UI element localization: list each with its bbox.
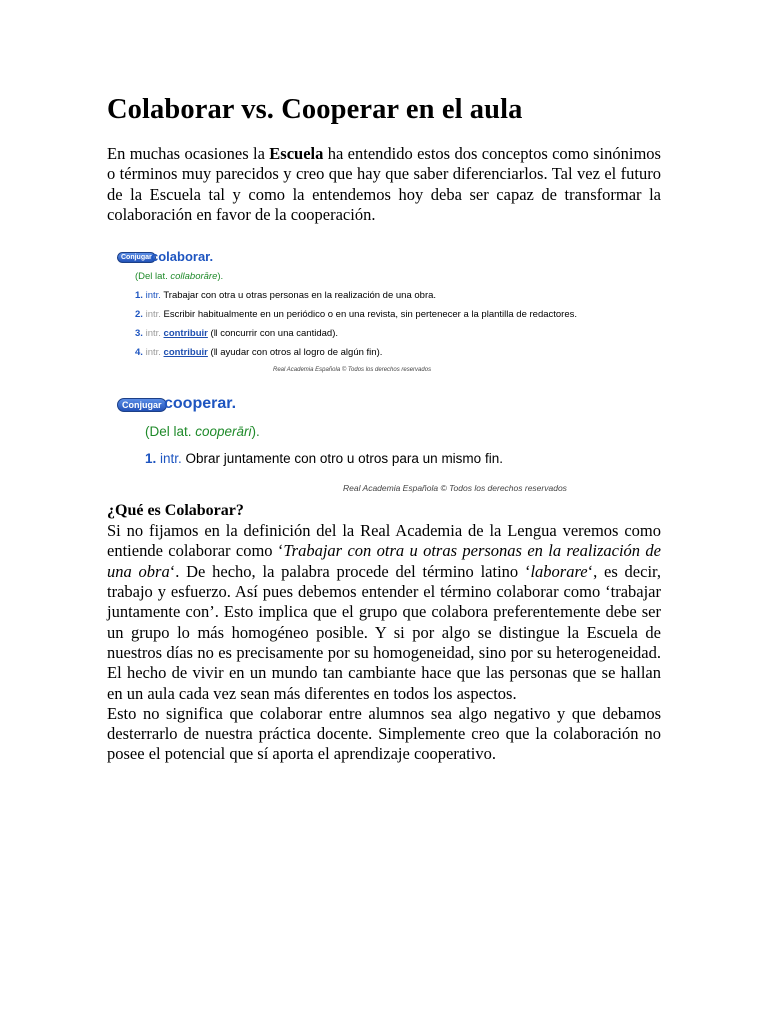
sense-number: 2.: [135, 309, 143, 321]
sense-text: Trabajar con otra u otras personas en la realización de una obra.: [160, 290, 437, 302]
paragraph-text: ‘. De hecho, la palabra procede del término latino ‘: [169, 561, 531, 581]
etym-prefix: (Del lat.: [145, 424, 196, 440]
sense-number: 3.: [135, 328, 143, 340]
rae-credit: Real Academia Española © Todos los derechos reservados: [343, 483, 567, 494]
sense-text: (‖ concurrir con una cantidad).: [207, 328, 338, 340]
sense-1: [135, 290, 436, 301]
intro-text-end: ha entendido estos dos conceptos como sinónimos o términos muy parecidos y creo que hay que saber diferenciarlos. Tal vez el futuro de la Escuela tal y como la entendemos hoy deba ser capaz de transformar la colaboración en favor de la cooperación.: [107, 144, 661, 224]
intro-bold-word: Escuela: [269, 144, 324, 163]
definition-image-colaborar: [107, 247, 607, 379]
paragraph-text: ‘, es decir, trabajo y esfuerzo. Así pues debemos entender el término colaborar como ‘trabajar juntamente con’. Esto implica que el grupo que colabora preferentemente debe ser un grupo lo más homogéneo posible. Y si por algo se distingue la Escuela de nuestros días no es precisamente por su homogeneidad, sino por su heterogeneidad. El hecho de vivir en un mundo tan cambiante hace que las personas que se hallan en un aula cada vez sean más diferentes en todos los aspectos.: [107, 561, 661, 703]
etym-suffix: ).: [217, 271, 224, 283]
rae-credit: Real Academia Española © Todos los derechos reservados: [273, 367, 432, 374]
conjugar-badge: Conjugar: [117, 252, 156, 263]
contribuir-link[interactable]: contribuir: [163, 347, 208, 359]
conjugar-badge: Conjugar: [117, 398, 167, 412]
sense-text: Escribir habitualmente en un periódico o en una revista, sin pertenecer a la plantilla de redactores.: [160, 309, 578, 321]
sense-text: (‖ ayudar con otros al logro de algún fin).: [207, 347, 383, 359]
contribuir-link[interactable]: contribuir: [163, 328, 208, 340]
sense-number: 1.: [135, 290, 143, 302]
intro-paragraph: [107, 144, 661, 225]
quoted-definition: Trabajar con otra u otras personas en la realización de una obra: [107, 541, 661, 581]
page-title: Colaborar vs. Cooperar en el aula: [107, 94, 523, 125]
document-content: [107, 90, 661, 765]
etym-word: cooperāri: [195, 424, 252, 440]
etym-prefix: (Del lat.: [135, 271, 171, 283]
headword-colaborar: colaborar.: [151, 249, 214, 265]
quoted-latin-word: laborare: [530, 561, 588, 581]
sense-4: [135, 347, 382, 358]
sense-tag: intr.: [160, 451, 182, 467]
sense-number: 4.: [135, 347, 143, 359]
sense-1: [145, 451, 503, 466]
paragraph-text: Si no fijamos en la definición del la Real Academia de la Lengua veremos como entiende colaborar como ‘: [107, 521, 661, 561]
body-paragraph-1: [107, 521, 661, 704]
body-paragraph-2: Esto no significa que colaborar entre alumnos sea algo negativo y que debamos desterrarlo de nuestra práctica docente. Simplemente creo que la colaboración no posee el potencial que sí aporta el aprendizaje cooperativo.: [107, 703, 661, 764]
sense-tag: intr.: [145, 290, 161, 302]
etymology-cooperar: [145, 424, 260, 439]
sense-3: [135, 328, 338, 339]
sense-tag: intr.: [145, 309, 161, 321]
etym-suffix: ).: [251, 424, 260, 440]
intro-text-start: En muchas ocasiones la: [107, 144, 270, 163]
etym-word: collaborāre: [170, 271, 218, 283]
etymology-colaborar: [135, 271, 223, 282]
sense-tag: intr.: [145, 347, 161, 359]
headword-cooperar: cooperar.: [164, 395, 237, 413]
sense-number: 1.: [145, 451, 157, 467]
section-heading: ¿Qué es Colaborar?: [107, 502, 244, 520]
sense-text: Obrar juntamente con otro u otros para un mismo fin.: [181, 451, 503, 467]
sense-2: [135, 309, 577, 320]
definition-image-cooperar: [107, 395, 597, 501]
sense-tag: intr.: [145, 328, 161, 340]
